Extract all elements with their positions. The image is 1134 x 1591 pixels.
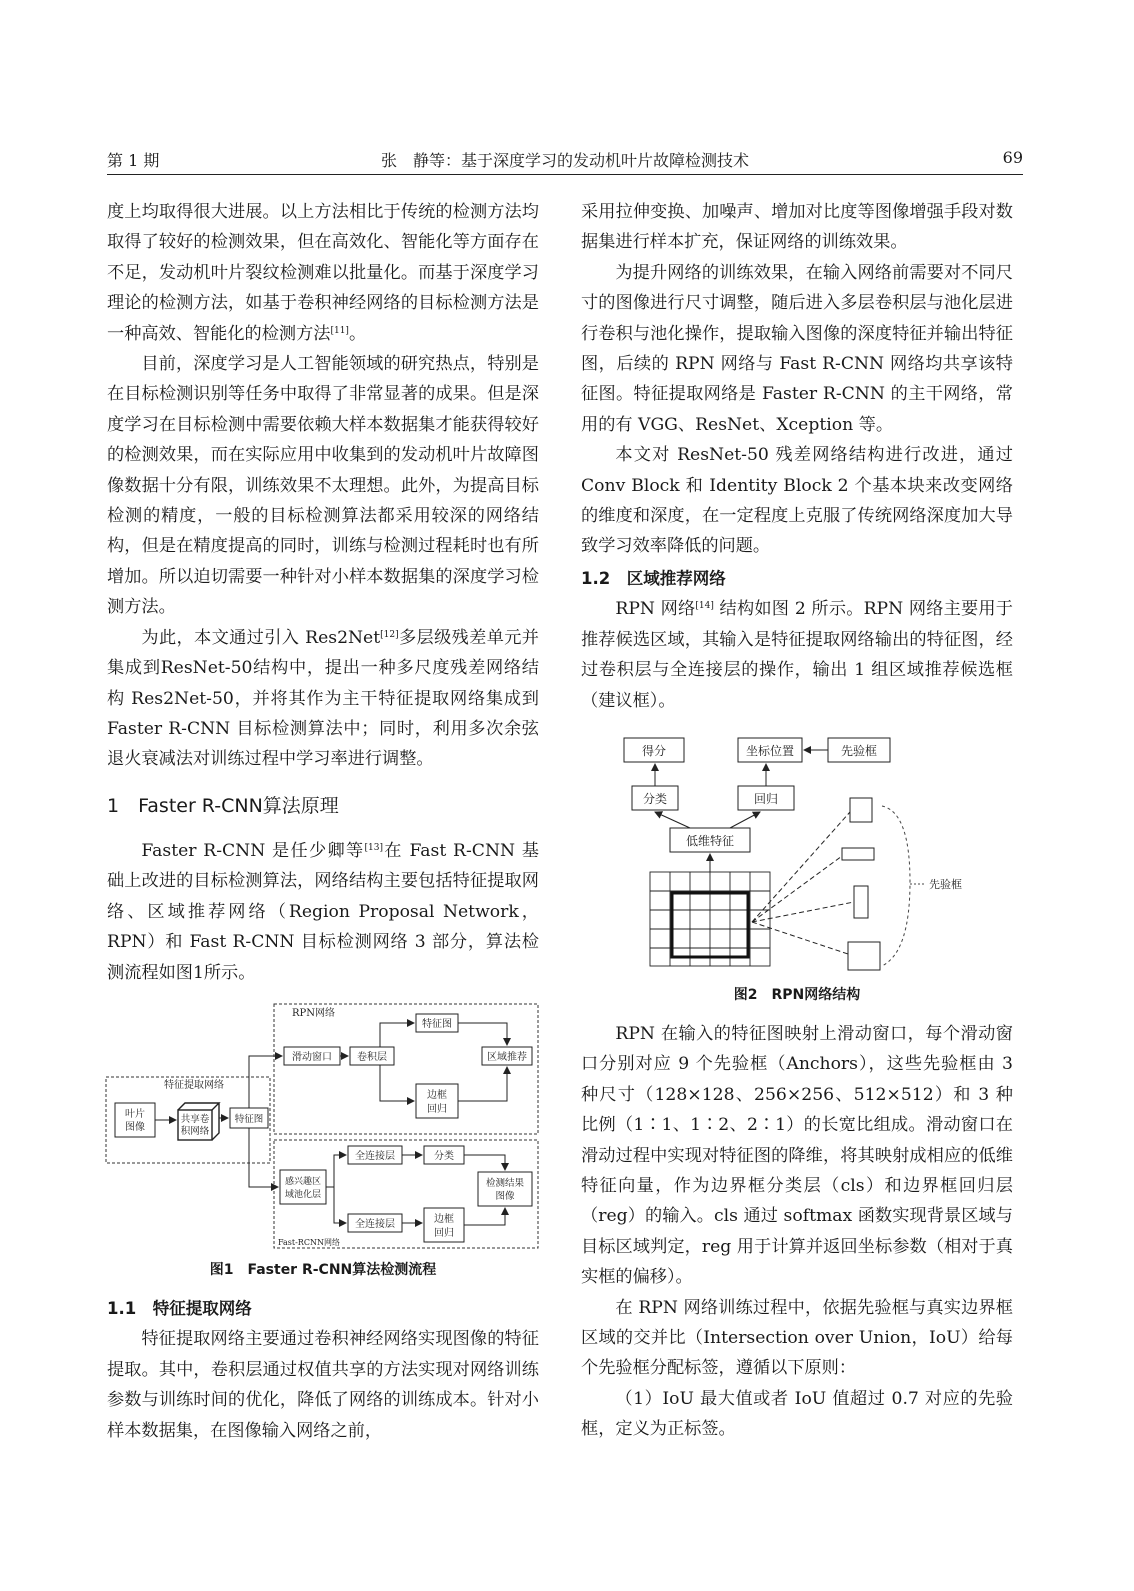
citation: [11] — [330, 325, 349, 336]
score-box: 得分 — [641, 744, 667, 758]
fast-group-label: Fast-RCNN网络 — [278, 1238, 340, 1247]
paragraph: 为提升网络的训练效果，在输入网络前需要对不同尺寸的图像进行尺寸调整，随后进入多层卷积层与池化层进行卷积与池化操作，提取输入图像的深度特征并输出特征图，后续的 RPN 网络与 Fast R-CNN 网络均共享该特征图。特征提取网络是 Faster R-CNN 的主干网络，常用的有 VGG、ResNet、Xception 等。 — [581, 262, 1013, 435]
right-column-b — [581, 1019, 1013, 1445]
paragraph — [581, 594, 1013, 716]
paragraph: 本文对 ResNet-50 残差网络结构进行改进，通过 Conv Block 和 Identity Block 2 个基本块来改变网络的维度和深度，在一定程度上克服了传统网络深度加大导致学习效率降低的问题。 — [581, 445, 1013, 557]
roi-pool-l1: 感兴趣区 — [284, 1177, 322, 1187]
figure-2-caption: 图2 RPN网络结构 — [733, 987, 861, 1003]
cls-box: 分类 — [434, 1151, 454, 1162]
low-dim-feature-box: 低维特征 — [685, 834, 735, 848]
citation: [14] — [695, 601, 714, 612]
shared-conv-l2: 积网络 — [180, 1126, 210, 1137]
text: 度上均取得很大进展。以上方法相比于传统的检测方法均取得了较好的检测效果，但在高效化、智能化等方面存在不足，发动机叶片裂纹检测难以批量化。而基于深度学习理论的检测方法，如基于卷积神经网络的目标检测方法是一种高效、智能化的检测方法 — [107, 202, 539, 344]
feature-map-box-rpn: 特征图 — [422, 1019, 452, 1030]
figure-2-rpn-structure — [620, 732, 980, 982]
section-heading: 1 Faster R-CNN算法原理 — [107, 795, 339, 817]
subsection-heading: 1.2 区域推荐网络 — [581, 568, 726, 588]
paragraph: 采用拉伸变换、加噪声、增加对比度等图像增强手段对数据集进行样本扩充，保证网络的训练效果。 — [581, 202, 1013, 253]
paragraph: 在 RPN 网络训练过程中，依据先验框与真实边界框区域的交并比（Intersection over Union，IoU）给每个先验框分配标签，遵循以下原则： — [581, 1297, 1013, 1379]
conv-layer-box: 卷积层 — [357, 1052, 387, 1063]
roi-pool-l2: 域池化层 — [284, 1190, 322, 1200]
page-number: 69 — [1002, 148, 1023, 167]
left-column-c — [107, 1294, 539, 1446]
figure-1-caption: 图1 Faster R-CNN算法检测流程 — [209, 1262, 437, 1278]
text: RPN 网络 — [615, 599, 696, 620]
citation: [12] — [380, 629, 399, 640]
prior-box-label: 先验框 — [929, 878, 962, 891]
sliding-window-box: 滑动窗口 — [292, 1052, 332, 1063]
fc-box-bottom: 全连接层 — [355, 1219, 395, 1230]
paragraph: （1）IoU 最大值或者 IoU 值超过 0.7 对应的先验框，定义为正标签。 — [581, 1388, 1013, 1440]
bbox-reg2-l1: 边框 — [434, 1214, 454, 1225]
text: 为此，本文通过引入 Res2Net — [141, 627, 381, 648]
result-l1: 检测结果 — [485, 1178, 525, 1189]
paragraph: 目前，深度学习是人工智能领域的研究热点，特别是在目标检测识别等任务中取得了非常显著的成果。但是深度学习在目标检测中需要依赖大样本数据集才能获得较好的检测效果，而在实际应用中收集到的发动机叶片故障图像数据十分有限，训练效果不太理想。此外，为提高目标检测的精度，一般的目标检测算法都采用较深的网络结构，但是在精度提高的同时，训练与检测过程耗时也有所增加。所以迫切需要一种针对小样本数据集的深度学习检测方法。 — [107, 354, 539, 618]
bbox-reg2-l2: 回归 — [434, 1228, 454, 1239]
bbox-reg-l2: 回归 — [427, 1104, 447, 1115]
paragraph: RPN 在输入的特征图映射上滑动窗口，每个滑动窗口分别对应 9 个先验框（Anchors），这些先验框由 3 种尺寸（128×128、256×256、512×512）和 3 种比例（1∶1、1∶2、2∶1）的长宽比组成。滑动窗口在滑动过程中实现对特征图的降维，将其映射成相应的低维特征向量，作为边界框分类层（cls）和边界框回归层（reg）的输入。cls 通过 softmax 函数实现背景区域与目标区域判定，reg 用于计算并返回坐标参数（相对于真实框的偏移）。 — [581, 1024, 1013, 1288]
fc-box-top: 全连接层 — [355, 1151, 395, 1162]
prior-box-top: 先验框 — [840, 744, 878, 758]
anchor-box — [842, 848, 874, 860]
text: 多层级残差单元并集成到ResNet-50结构中，提出一种多尺度残差网络结构 Res2Net-50，并将其作为主干特征提取网络集成到 Faster R-CNN 目标检测算法中；同时，利用多次余弦退火衰减法对训练过程中学习率进行调整。 — [107, 627, 539, 770]
paragraph — [107, 197, 539, 349]
citation: [13] — [364, 843, 383, 853]
paragraph — [107, 836, 539, 988]
feature-map-grid — [650, 872, 770, 966]
regress-box: 回归 — [753, 792, 779, 806]
left-column-b — [107, 836, 539, 988]
subsection-heading: 1.1 特征提取网络 — [107, 1299, 252, 1318]
leaf-image-l2: 图像 — [125, 1122, 145, 1133]
anchor-box — [854, 886, 868, 918]
coords-box: 坐标位置 — [745, 744, 795, 758]
issue-number: 第 1 期 — [107, 151, 160, 170]
left-column — [107, 197, 539, 775]
region-proposal-box: 区域推荐 — [487, 1052, 527, 1063]
text: Faster R-CNN 是任少卿等 — [141, 841, 365, 861]
shared-conv-l1: 共享卷 — [180, 1114, 210, 1125]
feature-map-box: 特征图 — [234, 1114, 264, 1125]
section-1-heading-wrap — [107, 791, 539, 821]
text: 结构如图 2 所示。RPN 网络主要用于推荐候选区域，其输入是特征提取网络输出的特征图，经过卷积层与全连接层的操作，输出 1 组区域推荐候选框（建议框）。 — [581, 599, 1013, 711]
right-column — [581, 197, 1013, 716]
classify-box: 分类 — [642, 792, 668, 806]
paragraph — [107, 623, 539, 775]
leaf-image-l1: 叶片 — [125, 1109, 145, 1120]
text: 。 — [348, 323, 367, 344]
rpn-group-label: RPN网络 — [292, 1008, 336, 1019]
anchor-box — [850, 798, 872, 822]
anchor-box — [848, 942, 880, 970]
paragraph: 特征提取网络主要通过卷积神经网络实现图像的特征提取。其中，卷积层通过权值共享的方法实现对网络训练参数与训练时间的优化，降低了网络的训练成本。针对小样本数据集，在图像输入网络之前， — [107, 1329, 539, 1441]
result-l2: 图像 — [495, 1191, 515, 1202]
bbox-reg-l1: 边框 — [427, 1090, 447, 1101]
text: 在 Fast R-CNN 基础上改进的目标检测算法，网络结构主要包括特征提取网络、区域推荐网络（Region Proposal Network，RPN）和 Fast R-CNN 目标检测网络 3 部分，算法检测流程如图1所示。 — [107, 841, 539, 983]
header-rule — [107, 174, 1023, 175]
figure-1-flowchart — [102, 1000, 542, 1252]
running-header — [107, 148, 1023, 172]
feature-group-label: 特征提取网络 — [164, 1080, 224, 1091]
running-title: 张 静等：基于深度学习的发动机叶片故障检测技术 — [380, 151, 749, 170]
